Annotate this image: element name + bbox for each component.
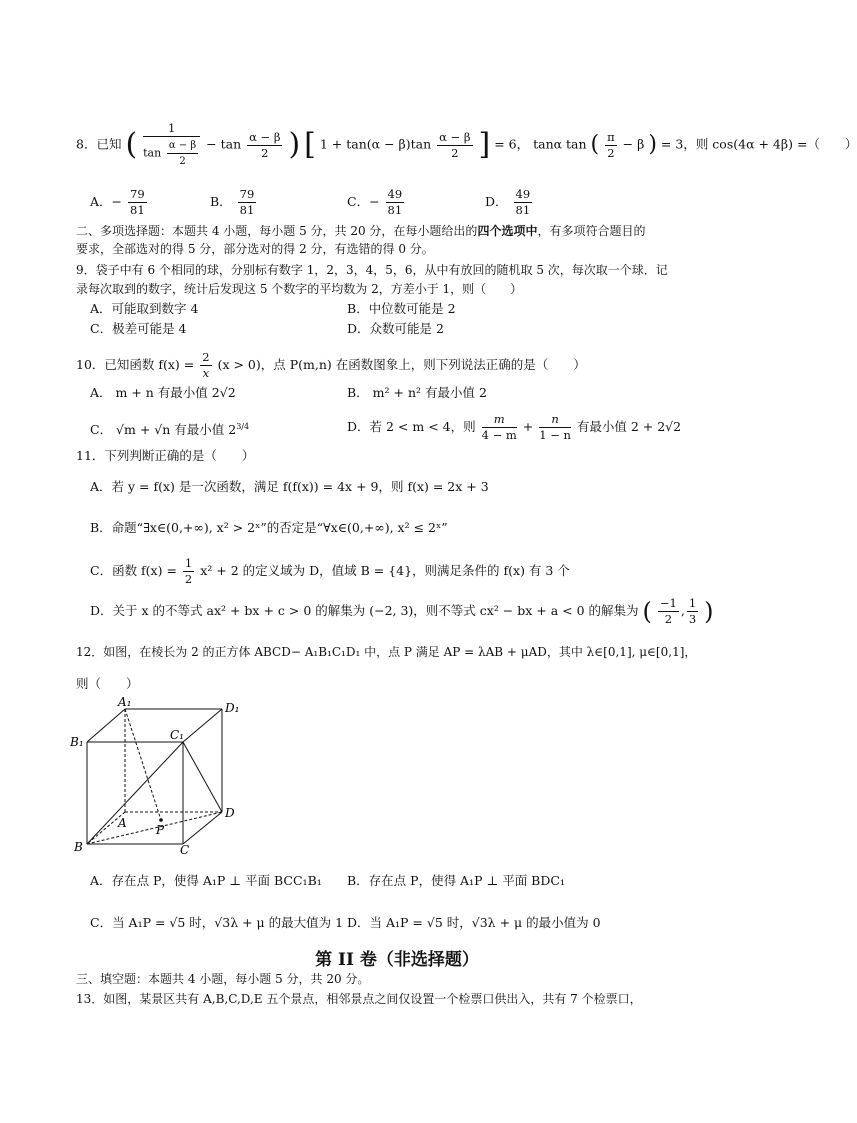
q8-option-b[interactable]: B． $\frac{79}{81}$ xyxy=(210,187,255,217)
section2-line1: 二、多项选择题：本题共 4 小题，每小题 5 分，共 20 分，在每小题给出的四个选项中，有多项符合题目的 xyxy=(76,224,646,238)
q9-option-d[interactable]: D．众数可能是 2 xyxy=(347,321,444,336)
edge-a1-b1 xyxy=(87,709,125,742)
q9-line2: 录每次取到的数字，统计后发现这 5 个数字的平均数为 2，方差小于 1，则（ ） xyxy=(76,282,523,296)
q9-line1: 9．袋子中有 6 个相同的球，分别标有数字 1，2，3，4，5，6，从中有放回的随机取 5 次，每次取一个球．记 xyxy=(76,263,668,277)
q12-option-b[interactable]: B．存在点 P，使得 A₁P ⊥ 平面 BDC₁ xyxy=(347,873,565,888)
q13-line: 13．如图，某景区共有 A,B,C,D,E 五个景点，相邻景点之间仅设置一个检票口供出入，共有 7 个检票口， xyxy=(76,992,642,1006)
label-a1: A₁ xyxy=(118,695,132,709)
q8-big-fraction: 1 tan $\frac{\alpha - \beta}{2}$ xyxy=(143,121,200,169)
edge-d1-c1 xyxy=(183,709,222,742)
section3-heading: 三、填空题：本题共 4 小题，每小题 5 分，共 20 分。 xyxy=(76,972,370,986)
label-p: P xyxy=(156,823,165,837)
edge-c1-d xyxy=(183,742,222,812)
q11-option-c[interactable]: C．函数 f(x) = $\frac{1}{2}$ x² + 2 的定义域为 D，值域 B = {4}，则满足条件的 f(x) 有 3 个 xyxy=(90,556,570,586)
q11-option-a[interactable]: A．若 y = f(x) 是一次函数，满足 f(f(x)) = 4x + 9，则 f(x) = 2x + 3 xyxy=(90,479,489,494)
q10-option-c[interactable]: C． √m + √n 有最小值 $2^{3/4}$ xyxy=(90,422,250,438)
q10-option-b[interactable]: B． m² + n² 有最小值 2 xyxy=(347,385,487,400)
label-c: C xyxy=(180,843,190,857)
point-p xyxy=(159,818,163,822)
q12-option-a[interactable]: A．存在点 P，使得 A₁P ⊥ 平面 BCC₁B₁ xyxy=(90,873,322,888)
q10-option-a[interactable]: A． m + n 有最小值 2√2 xyxy=(90,385,236,400)
q11-option-d[interactable]: D．关于 x 的不等式 ax² + bx + c > 0 的解集为 (−2, 3)，则不等式 cx² − bx + a < 0 的解集为 ( $\frac{-1}{2}$ , $\frac{1}{3}$ ) xyxy=(90,596,714,626)
q8-prefix: 8．已知 xyxy=(76,136,122,152)
label-a: A xyxy=(118,816,127,830)
q8-line: 8．已知 ( 1 tan $\frac{\alpha - \beta}{2}$ − tan $\frac{\alpha - \beta}{2}$ ) [ 1 + tan(α − β)tan $\frac{\alpha - \beta}{2}$ ] = 6， tanα tan ( $\frac{\pi}{2}$ − β ) = 3，则 cos(4α + 4β) =（ ） xyxy=(76,121,857,167)
q8-option-a[interactable]: A．− $\frac{79}{81}$ xyxy=(90,187,145,217)
label-d: D xyxy=(225,806,235,820)
q10-option-d[interactable]: D．若 2 < m < 4，则 $\frac{m}{4 - m}$ + $\frac{n}{1 - n}$ 有最小值 2 + 2√2 xyxy=(347,412,682,442)
q10-stem: 10．已知函数 f(x) = $\frac{2}{x}$ (x > 0)，点 P(m,n) 在函数图象上，则下列说法正确的是（ ） xyxy=(76,350,586,380)
label-d1: D₁ xyxy=(225,701,240,715)
q9-option-b[interactable]: B．中位数可能是 2 xyxy=(347,301,456,316)
q9-option-a[interactable]: A．可能取到数字 4 xyxy=(90,301,199,316)
section2-line2: 要求，全部选对的得 5 分，部分选对的得 2 分，有选错的得 0 分。 xyxy=(76,242,434,256)
q11-option-b[interactable]: B．命题“∃x∈(0,+∞), x² > 2ˣ”的否定是“∀x∈(0,+∞), x² ≤ 2ˣ” xyxy=(90,520,448,535)
edge-c-d xyxy=(183,812,222,844)
part2-title: 第 II 卷（非选择题） xyxy=(315,950,479,970)
q12-line1: 12．如图，在棱长为 2 的正方体 ABCD− A₁B₁C₁D₁ 中，点 P 满足 AP = λAB + μAD，其中 λ∈[0,1], μ∈[0,1]， xyxy=(76,645,697,659)
hidden-edge-a1-p xyxy=(125,709,161,820)
edge-b-c1 xyxy=(87,742,183,844)
q9-option-c[interactable]: C．极差可能是 4 xyxy=(90,321,187,336)
q8-option-d[interactable]: D． $\frac{49}{81}$ xyxy=(485,187,531,217)
q12-line2: 则（ ） xyxy=(76,676,139,691)
label-c1: C₁ xyxy=(170,728,184,742)
cube-figure xyxy=(70,694,240,857)
label-b1: B₁ xyxy=(70,735,84,749)
q8-option-c[interactable]: C．− $\frac{49}{81}$ xyxy=(347,187,403,217)
label-b: B xyxy=(74,840,83,854)
q12-option-c[interactable]: C．当 A₁P = √5 时，√3λ + μ 的最大值为 1 xyxy=(90,915,344,930)
q11-stem: 11．下列判断正确的是（ ） xyxy=(76,448,255,463)
q12-option-d[interactable]: D．当 A₁P = √5 时，√3λ + μ 的最小值为 0 xyxy=(347,915,601,930)
